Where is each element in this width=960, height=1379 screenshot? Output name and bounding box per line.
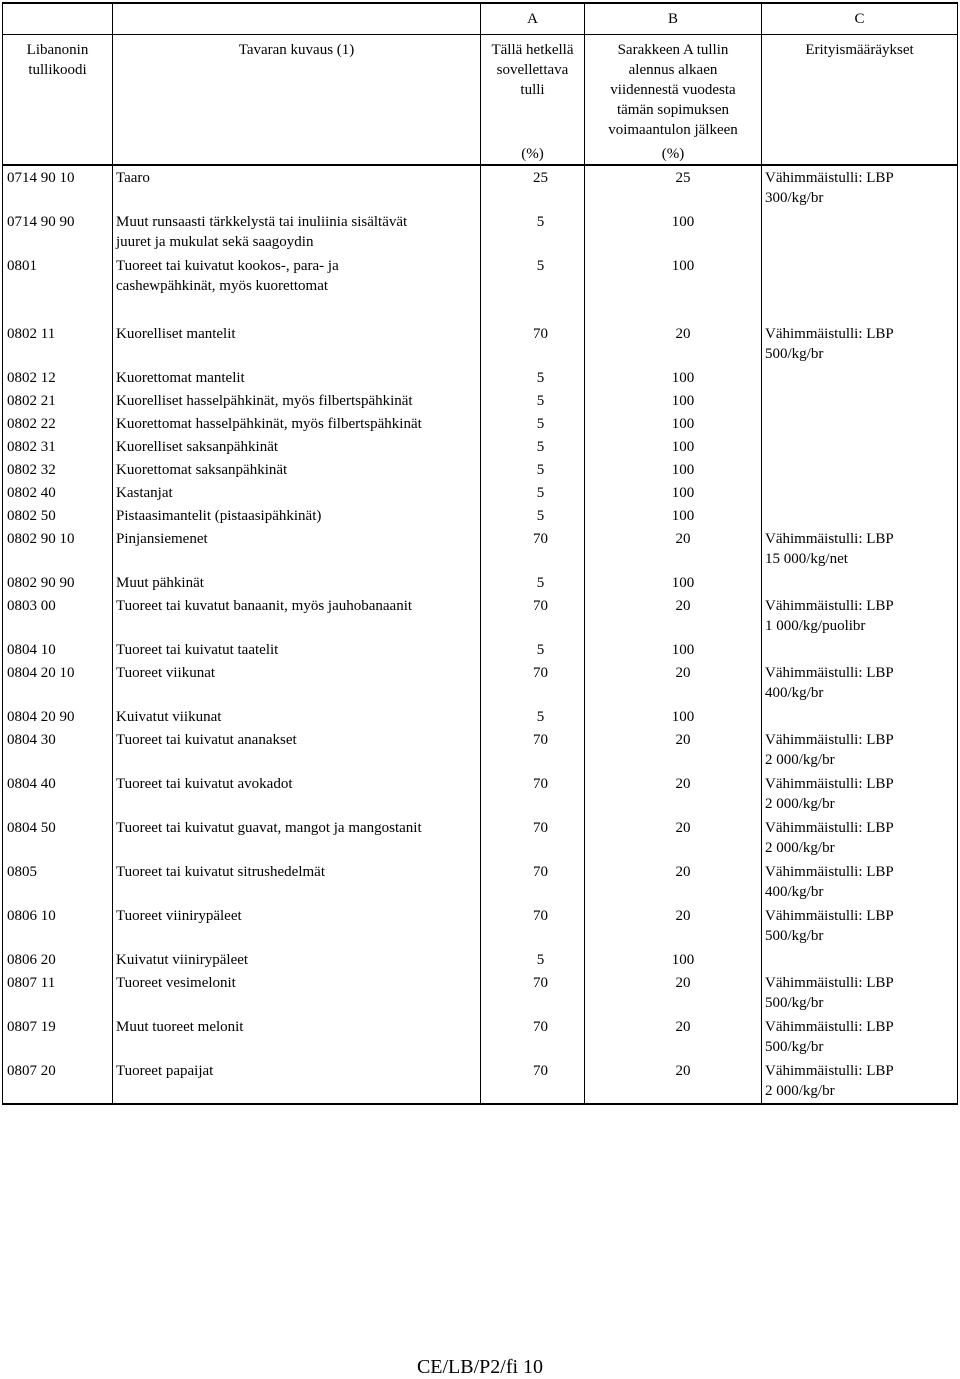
special-provision — [762, 661, 958, 705]
tariff-code: 0807 20 — [3, 1059, 113, 1104]
table-row — [3, 772, 958, 816]
goods-description — [113, 1015, 481, 1059]
special-provision — [762, 571, 958, 594]
tariff-table — [2, 2, 958, 1105]
table-row — [3, 816, 958, 860]
header-col-a — [481, 35, 585, 141]
column-headers-row — [3, 35, 958, 141]
tariff-code: 0802 50 — [3, 504, 113, 527]
tariff-code: 0802 31 — [3, 435, 113, 458]
reduced-duty: 100 — [585, 210, 762, 254]
description-line: Tuoreet viikunat — [116, 665, 216, 681]
tariff-code: 0802 12 — [3, 366, 113, 389]
goods-description — [113, 971, 481, 1015]
current-duty: 5 — [481, 210, 585, 254]
provision-line: 500/kg/br — [765, 1039, 824, 1055]
current-duty: 70 — [481, 594, 585, 638]
letter-c: C — [762, 3, 958, 35]
tariff-code: 0806 20 — [3, 948, 113, 971]
pct-blank-2 — [113, 140, 481, 165]
provision-line: 400/kg/br — [765, 685, 824, 701]
description-line: Tuoreet tai kuivatut taatelit — [116, 642, 279, 658]
provision-line: Vähimmäistulli: LBP — [765, 908, 894, 924]
description-line: Tuoreet tai kuivatut kookos-, para- ja — [116, 258, 339, 274]
reduced-duty: 100 — [585, 705, 762, 728]
provision-line: Vähimmäistulli: LBP — [765, 326, 894, 342]
goods-description — [113, 481, 481, 504]
goods-description — [113, 860, 481, 904]
current-duty: 5 — [481, 389, 585, 412]
goods-description — [113, 705, 481, 728]
pct-a: (%) — [481, 140, 585, 165]
description-line: Kuorettomat mantelit — [116, 370, 245, 386]
letter-b: B — [585, 3, 762, 35]
description-line: Kuorettomat hasselpähkinät, myös filbertspähkinät — [116, 416, 422, 432]
goods-description — [113, 948, 481, 971]
goods-description — [113, 504, 481, 527]
special-provision — [762, 254, 958, 322]
goods-description — [113, 661, 481, 705]
description-line: Tuoreet papaijat — [116, 1063, 214, 1079]
special-provision — [762, 860, 958, 904]
special-provision — [762, 527, 958, 571]
table-row — [3, 860, 958, 904]
column-letters-row — [3, 3, 958, 35]
tariff-code: 0804 20 10 — [3, 661, 113, 705]
reduced-duty: 100 — [585, 366, 762, 389]
tariff-code: 0804 20 90 — [3, 705, 113, 728]
special-provision — [762, 728, 958, 772]
provision-line: Vähimmäistulli: LBP — [765, 170, 894, 186]
reduced-duty: 100 — [585, 948, 762, 971]
description-line: Tuoreet tai kuivatut ananakset — [116, 732, 297, 748]
pct-blank-3 — [762, 140, 958, 165]
tariff-code: 0802 22 — [3, 412, 113, 435]
provision-line: Vähimmäistulli: LBP — [765, 820, 894, 836]
table-row — [3, 210, 958, 254]
description-line: Kuorettomat saksanpähkinät — [116, 462, 288, 478]
letter-a: A — [481, 3, 585, 35]
letters-blank-1 — [3, 3, 113, 35]
reduced-duty: 100 — [585, 254, 762, 322]
current-duty: 5 — [481, 412, 585, 435]
tariff-code: 0804 30 — [3, 728, 113, 772]
special-provision — [762, 948, 958, 971]
current-duty: 70 — [481, 322, 585, 366]
reduced-duty: 20 — [585, 661, 762, 705]
description-line: Kuivatut viikunat — [116, 709, 222, 725]
provision-line: 500/kg/br — [765, 928, 824, 944]
table-row — [3, 948, 958, 971]
pct-blank-1 — [3, 140, 113, 165]
reduced-duty: 20 — [585, 322, 762, 366]
description-line: Kuorelliset hasselpähkinät, myös filbertspähkinät — [116, 393, 413, 409]
table-row — [3, 527, 958, 571]
current-duty: 5 — [481, 504, 585, 527]
description-line: Pinjansiemenet — [116, 531, 208, 547]
reduced-duty: 25 — [585, 165, 762, 210]
current-duty: 70 — [481, 1015, 585, 1059]
header-a-line: Tällä hetkellä — [491, 42, 574, 58]
current-duty: 5 — [481, 571, 585, 594]
provision-line: 2 000/kg/br — [765, 1083, 835, 1099]
provision-line: 2 000/kg/br — [765, 840, 835, 856]
goods-description — [113, 1059, 481, 1104]
current-duty: 5 — [481, 458, 585, 481]
provision-line: 15 000/kg/net — [765, 551, 848, 567]
pct-b: (%) — [585, 140, 762, 165]
tariff-code: 0804 10 — [3, 638, 113, 661]
reduced-duty: 100 — [585, 412, 762, 435]
reduced-duty: 100 — [585, 504, 762, 527]
special-provision — [762, 971, 958, 1015]
goods-description — [113, 366, 481, 389]
special-provision — [762, 504, 958, 527]
current-duty: 70 — [481, 728, 585, 772]
description-line: juuret ja mukulat sekä saagoydin — [116, 234, 314, 250]
tariff-code: 0806 10 — [3, 904, 113, 948]
table-row — [3, 1059, 958, 1104]
provision-line: Vähimmäistulli: LBP — [765, 776, 894, 792]
goods-description — [113, 728, 481, 772]
goods-description — [113, 254, 481, 322]
provision-line: 500/kg/br — [765, 346, 824, 362]
description-line: Tuoreet vesimelonit — [116, 975, 236, 991]
header-a-line: sovellettava — [496, 62, 569, 78]
goods-description — [113, 322, 481, 366]
provision-line: Vähimmäistulli: LBP — [765, 1063, 894, 1079]
current-duty: 5 — [481, 705, 585, 728]
reduced-duty: 20 — [585, 1015, 762, 1059]
header-code — [3, 35, 113, 141]
current-duty: 70 — [481, 527, 585, 571]
description-line: Muut runsaasti tärkkelystä tai inuliinia sisältävät — [116, 214, 408, 230]
description-line: Tuoreet tai kuivatut avokadot — [116, 776, 293, 792]
reduced-duty: 20 — [585, 728, 762, 772]
header-code-line: Libanonin — [26, 42, 89, 58]
header-b-line: alennus alkaen — [628, 62, 718, 78]
special-provision — [762, 638, 958, 661]
description-line: Tuoreet viinirypäleet — [116, 908, 242, 924]
current-duty: 5 — [481, 948, 585, 971]
current-duty: 5 — [481, 254, 585, 322]
header-b-line: Sarakkeen A tullin — [617, 42, 729, 58]
table-row — [3, 728, 958, 772]
tariff-code: 0714 90 90 — [3, 210, 113, 254]
header-col-c: Erityismääräykset — [762, 35, 958, 141]
description-line: Kuorelliset saksanpähkinät — [116, 439, 279, 455]
goods-description — [113, 904, 481, 948]
current-duty: 5 — [481, 435, 585, 458]
provision-line: Vähimmäistulli: LBP — [765, 975, 894, 991]
tariff-code: 0802 90 90 — [3, 571, 113, 594]
reduced-duty: 100 — [585, 435, 762, 458]
tariff-code: 0802 32 — [3, 458, 113, 481]
tariff-code: 0807 19 — [3, 1015, 113, 1059]
reduced-duty: 20 — [585, 772, 762, 816]
reduced-duty: 20 — [585, 904, 762, 948]
special-provision — [762, 210, 958, 254]
tariff-code: 0801 — [3, 254, 113, 322]
goods-description — [113, 816, 481, 860]
reduced-duty: 20 — [585, 816, 762, 860]
provision-line: 500/kg/br — [765, 995, 824, 1011]
provision-line: Vähimmäistulli: LBP — [765, 732, 894, 748]
tariff-code: 0805 — [3, 860, 113, 904]
provision-line: 400/kg/br — [765, 884, 824, 900]
goods-description — [113, 210, 481, 254]
special-provision — [762, 816, 958, 860]
goods-description — [113, 527, 481, 571]
special-provision — [762, 705, 958, 728]
tariff-code: 0804 50 — [3, 816, 113, 860]
description-line: Tuoreet tai kuivatut sitrushedelmät — [116, 864, 325, 880]
reduced-duty: 20 — [585, 527, 762, 571]
provision-line: 300/kg/br — [765, 190, 824, 206]
provision-line: Vähimmäistulli: LBP — [765, 665, 894, 681]
special-provision — [762, 594, 958, 638]
tariff-code: 0802 40 — [3, 481, 113, 504]
special-provision — [762, 435, 958, 458]
reduced-duty: 20 — [585, 971, 762, 1015]
description-line: Taaro — [116, 170, 150, 186]
reduced-duty: 100 — [585, 458, 762, 481]
reduced-duty: 20 — [585, 860, 762, 904]
header-a-line: tulli — [520, 82, 545, 98]
tariff-code: 0802 21 — [3, 389, 113, 412]
table-row — [3, 412, 958, 435]
percent-row — [3, 140, 958, 165]
special-provision — [762, 1059, 958, 1104]
current-duty: 70 — [481, 772, 585, 816]
provision-line: 2 000/kg/br — [765, 796, 835, 812]
goods-description — [113, 458, 481, 481]
provision-line: 2 000/kg/br — [765, 752, 835, 768]
goods-description — [113, 571, 481, 594]
table-row — [3, 504, 958, 527]
provision-line: Vähimmäistulli: LBP — [765, 598, 894, 614]
reduced-duty: 100 — [585, 389, 762, 412]
provision-line: Vähimmäistulli: LBP — [765, 864, 894, 880]
reduced-duty: 20 — [585, 1059, 762, 1104]
table-row — [3, 594, 958, 638]
header-code-line: tullikoodi — [28, 62, 87, 78]
table-row — [3, 571, 958, 594]
current-duty: 5 — [481, 638, 585, 661]
table-row — [3, 971, 958, 1015]
table-row — [3, 322, 958, 366]
description-line: Muut pähkinät — [116, 575, 204, 591]
table-row — [3, 904, 958, 948]
special-provision — [762, 366, 958, 389]
special-provision — [762, 772, 958, 816]
special-provision — [762, 481, 958, 504]
description-line: Tuoreet tai kuivatut guavat, mangot ja mangostanit — [116, 820, 422, 836]
table-row — [3, 366, 958, 389]
special-provision — [762, 322, 958, 366]
goods-description — [113, 389, 481, 412]
goods-description — [113, 435, 481, 458]
table-row — [3, 661, 958, 705]
tariff-code: 0804 40 — [3, 772, 113, 816]
description-line: Kuorelliset mantelit — [116, 326, 236, 342]
reduced-duty: 100 — [585, 481, 762, 504]
tariff-code: 0807 11 — [3, 971, 113, 1015]
provision-line: Vähimmäistulli: LBP — [765, 1019, 894, 1035]
table-row — [3, 165, 958, 210]
description-line: Pistaasimantelit (pistaasipähkinät) — [116, 508, 322, 524]
special-provision — [762, 412, 958, 435]
current-duty: 70 — [481, 971, 585, 1015]
table-row — [3, 458, 958, 481]
current-duty: 70 — [481, 904, 585, 948]
current-duty: 70 — [481, 661, 585, 705]
table-row — [3, 254, 958, 322]
header-description: Tavaran kuvaus (1) — [113, 35, 481, 141]
goods-description — [113, 412, 481, 435]
reduced-duty: 20 — [585, 594, 762, 638]
reduced-duty: 100 — [585, 638, 762, 661]
special-provision — [762, 904, 958, 948]
table-row — [3, 435, 958, 458]
table-row — [3, 638, 958, 661]
special-provision — [762, 389, 958, 412]
reduced-duty: 100 — [585, 571, 762, 594]
header-b-line: viidennestä vuodesta — [610, 82, 736, 98]
table-row — [3, 1015, 958, 1059]
tariff-code: 0802 90 10 — [3, 527, 113, 571]
description-line: cashewpähkinät, myös kuorettomat — [116, 278, 329, 294]
current-duty: 70 — [481, 860, 585, 904]
current-duty: 70 — [481, 1059, 585, 1104]
tariff-code: 0714 90 10 — [3, 165, 113, 210]
table-row — [3, 705, 958, 728]
special-provision — [762, 1015, 958, 1059]
current-duty: 5 — [481, 366, 585, 389]
tariff-code: 0803 00 — [3, 594, 113, 638]
provision-line: Vähimmäistulli: LBP — [765, 531, 894, 547]
page-footer: CE/LB/P2/fi 10 — [416, 1356, 544, 1378]
header-b-line: tämän sopimuksen — [616, 102, 730, 118]
description-line: Kuivatut viinirypäleet — [116, 952, 249, 968]
special-provision — [762, 458, 958, 481]
header-b-line: voimaantulon jälkeen — [608, 122, 738, 138]
letters-blank-2 — [113, 3, 481, 35]
goods-description — [113, 772, 481, 816]
description-line: Kastanjat — [116, 485, 173, 501]
current-duty: 25 — [481, 165, 585, 210]
provision-line: 1 000/kg/puolibr — [765, 618, 866, 634]
description-line: Tuoreet tai kuvatut banaanit, myös jauhobanaanit — [116, 598, 413, 614]
description-line: Muut tuoreet melonit — [116, 1019, 244, 1035]
table-row — [3, 481, 958, 504]
tariff-code: 0802 11 — [3, 322, 113, 366]
goods-description — [113, 165, 481, 210]
current-duty: 5 — [481, 481, 585, 504]
goods-description — [113, 638, 481, 661]
goods-description — [113, 594, 481, 638]
table-row — [3, 389, 958, 412]
current-duty: 70 — [481, 816, 585, 860]
header-col-b — [585, 35, 762, 141]
special-provision — [762, 165, 958, 210]
